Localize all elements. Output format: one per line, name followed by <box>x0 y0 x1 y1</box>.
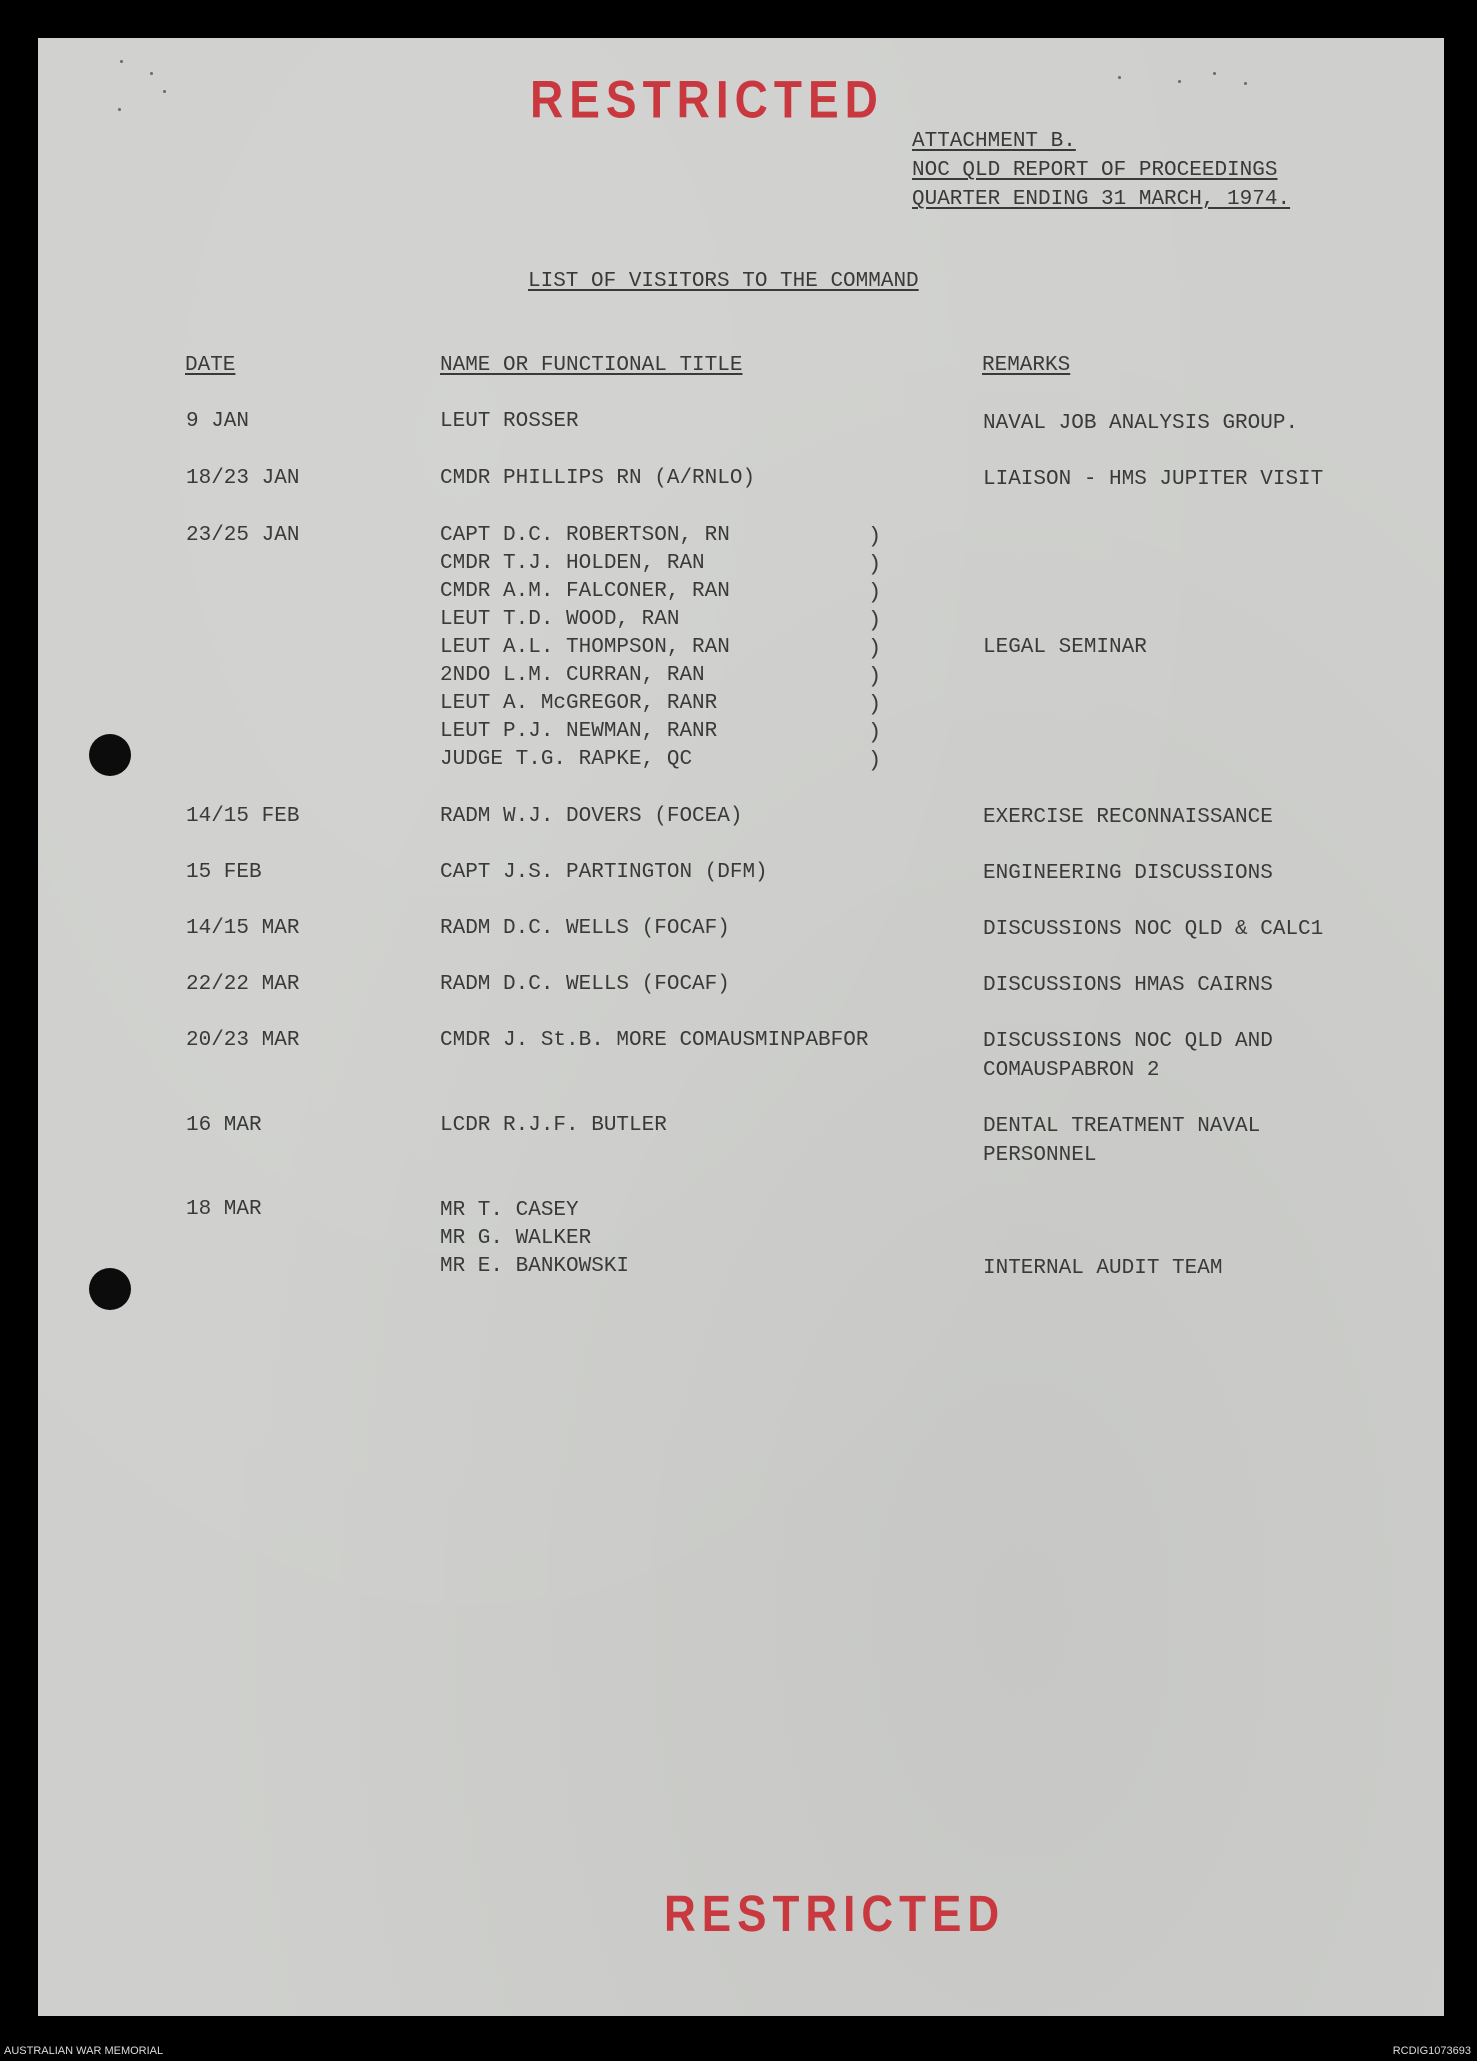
row-remarks: DISCUSSIONS HMAS CAIRNS <box>983 974 1273 997</box>
row-date: 18/23 JAN <box>186 467 300 490</box>
row-remarks: ENGINEERING DISCUSSIONS <box>983 862 1273 885</box>
punch-hole <box>89 1268 131 1310</box>
restricted-stamp-top: RESTRICTED <box>530 69 884 129</box>
row-name: MR G. WALKER <box>440 1227 592 1250</box>
row-date: 14/15 FEB <box>186 805 300 828</box>
row-name: LCDR R.J.F. BUTLER <box>440 1114 667 1137</box>
row-name: LEUT A.L. THOMPSON, RAN <box>440 636 730 659</box>
row-date: 14/15 MAR <box>186 917 300 940</box>
header-date: DATE <box>185 354 236 377</box>
paper-speck <box>120 60 123 63</box>
row-name: CMDR J. St.B. MORE COMAUSMINPABFOR <box>440 1029 869 1052</box>
row-remarks: DENTAL TREATMENT NAVAL <box>983 1115 1261 1138</box>
row-date: 23/25 JAN <box>186 524 300 547</box>
row-date: 15 FEB <box>186 861 262 884</box>
row-remarks: LEGAL SEMINAR <box>983 636 1147 659</box>
paper-speck <box>1244 82 1247 85</box>
row-name: 2NDO L.M. CURRAN, RAN <box>440 664 705 687</box>
row-name: RADM W.J. DOVERS (FOCEA) <box>440 805 743 828</box>
row-name: RADM D.C. WELLS (FOCAF) <box>440 917 730 940</box>
row-name: JUDGE T.G. RAPKE, QC <box>440 748 693 771</box>
row-name: LEUT A. McGREGOR, RANR <box>440 692 718 715</box>
paper-speck <box>150 72 153 75</box>
row-remarks: DISCUSSIONS NOC QLD & CALC1 <box>983 918 1324 941</box>
document-title: LIST OF VISITORS TO THE COMMAND <box>528 270 919 293</box>
row-remarks: DISCUSSIONS NOC QLD AND <box>983 1030 1273 1053</box>
row-date: 18 MAR <box>186 1198 262 1221</box>
row-date: 9 JAN <box>186 410 250 433</box>
row-name: LEUT T.D. WOOD, RAN <box>440 608 680 631</box>
attachment-line-2: NOC QLD REPORT OF PROCEEDINGS <box>912 159 1278 182</box>
row-date: 20/23 MAR <box>186 1029 300 1052</box>
row-name: CAPT J.S. PARTINGTON (DFM) <box>440 861 768 884</box>
row-date: 16 MAR <box>186 1114 262 1137</box>
row-name: MR T. CASEY <box>440 1199 579 1222</box>
row-name: MR E. BANKOWSKI <box>440 1255 630 1278</box>
paper-speck <box>1178 80 1181 83</box>
paper-speck <box>1118 76 1121 79</box>
attachment-line-1: ATTACHMENT B. <box>912 130 1076 153</box>
row-name: LEUT P.J. NEWMAN, RANR <box>440 720 718 743</box>
row-remarks: EXERCISE RECONNAISSANCE <box>983 806 1273 829</box>
footer-source: AUSTRALIAN WAR MEMORIAL <box>4 2045 164 2057</box>
header-remarks: REMARKS <box>982 354 1071 377</box>
paper-speck <box>118 108 121 111</box>
document-page <box>38 38 1444 2016</box>
row-name: CAPT D.C. ROBERTSON, RN <box>440 524 730 547</box>
row-remarks: NAVAL JOB ANALYSIS GROUP. <box>983 412 1299 435</box>
row-name: CMDR A.M. FALCONER, RAN <box>440 580 730 603</box>
attachment-line-3: QUARTER ENDING 31 MARCH, 1974. <box>912 188 1291 211</box>
row-remarks: INTERNAL AUDIT TEAM <box>983 1257 1223 1280</box>
footer-id: RCDIG1073693 <box>1392 2045 1471 2057</box>
punch-hole <box>89 734 131 776</box>
row-date: 22/22 MAR <box>186 973 300 996</box>
paper-speck <box>163 90 166 93</box>
row-name: CMDR T.J. HOLDEN, RAN <box>440 552 705 575</box>
row-name: CMDR PHILLIPS RN (A/RNLO) <box>440 467 756 490</box>
bracket-group: ) ) ) ) ) ) ) ) ) <box>868 524 882 773</box>
header-name: NAME OR FUNCTIONAL TITLE <box>440 354 743 377</box>
row-remarks: PERSONNEL <box>983 1144 1097 1167</box>
restricted-stamp-bottom: RESTRICTED <box>664 1886 1006 1943</box>
paper-speck <box>1213 72 1216 75</box>
row-name: LEUT ROSSER <box>440 410 579 433</box>
row-remarks: COMAUSPABRON 2 <box>983 1059 1160 1082</box>
row-name: RADM D.C. WELLS (FOCAF) <box>440 973 730 996</box>
row-remarks: LIAISON - HMS JUPITER VISIT <box>983 468 1324 491</box>
